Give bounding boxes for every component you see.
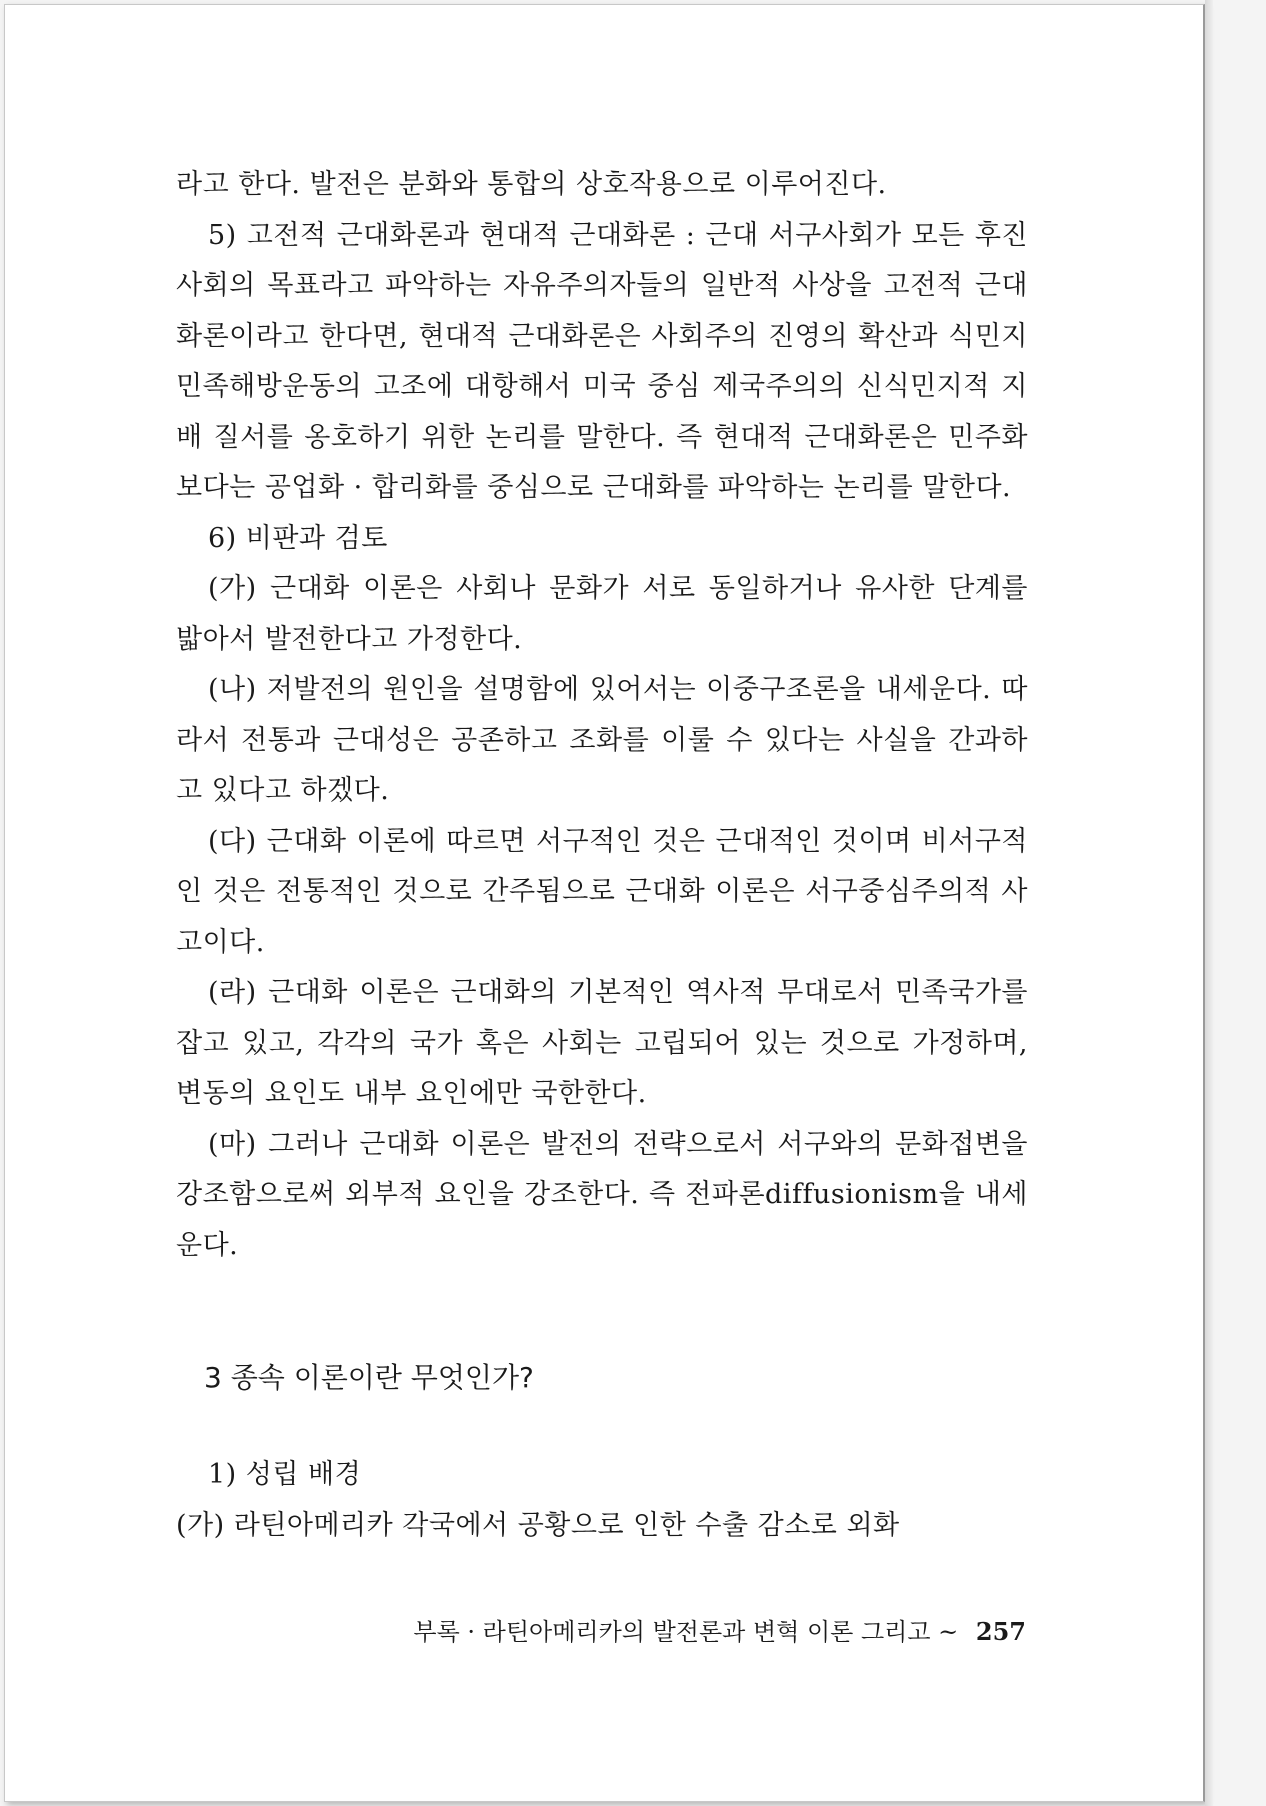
paragraph: 6) 비판과 검토: [208, 522, 388, 554]
paragraph: (라) 근대화 이론은 근대화의 기본적인 역사적 무대로서 민족국가를 잡고 있고, 각각의 국가 혹은 사회는 고립되어 있는 것으로 가정하며, 변동의 요인도 내부 요인에만 국한한다.: [176, 977, 1028, 1109]
body-text: [176, 160, 1028, 1271]
paragraph: (다) 근대화 이론에 따르면 서구적인 것은 근대적인 것이며 비서구적인 것은 전통적인 것으로 간주됨으로 근대화 이론은 서구중심주의적 사고이다.: [176, 825, 1028, 958]
section-heading: 3 종속 이론이란 무엇인가?: [204, 1361, 534, 1394]
lower-text: [176, 1450, 1028, 1551]
paragraph: 1) 성립 배경: [208, 1459, 362, 1490]
page-edge: [1205, 0, 1213, 1806]
paragraph: (나) 저발전의 원인을 설명함에 있어서는 이중구조론을 내세운다. 따라서 전통과 근대성은 공존하고 조화를 이룰 수 있다는 사실을 간과하고 있다고 하겠다.: [176, 674, 1028, 806]
page-number: 257: [975, 1617, 1026, 1646]
running-title: 부록 · 라틴아메리카의 발전론과 변혁 이론 그리고 ~: [413, 1618, 959, 1646]
paragraph: (마) 그러나 근대화 이론은 발전의 전략으로서 서구와의 문화접변을 강조함으로써 외부적 요인을 강조한다. 즉 전파론diffusionism을 내세운다.: [176, 1128, 1028, 1261]
paragraph: 라고 한다. 발전은 분화와 통합의 상호작용으로 이루어진다.: [176, 169, 887, 200]
paragraph: 5) 고전적 근대화론과 현대적 근대화론 : 근대 서구사회가 모든 후진사회의 목표라고 파악하는 자유주의자들의 일반적 사상을 고전적 근대화론이라고 한다면, 현대적 근대화론은 사회주의 진영의 확산과 식민지 민족해방운동의 고조에 대항해서 미국 중심 제국주의의 신식민지적 지배 질서를 옹호하기 위한 논리를 말한다. 즉 현대적 근대화론은 민주화보다는 공업화 · 합리화를 중심으로 근대화를 파악하는 논리를 말한다.: [176, 219, 1028, 503]
page-footer: [366, 1612, 1026, 1647]
paragraph: (가) 근대화 이론은 사회나 문화가 서로 동일하거나 유사한 단계를 밟아서 발전한다고 가정한다.: [176, 573, 1028, 655]
paragraph: (가) 라틴아메리카 각국에서 공황으로 인한 수출 감소로 외화: [176, 1509, 900, 1541]
